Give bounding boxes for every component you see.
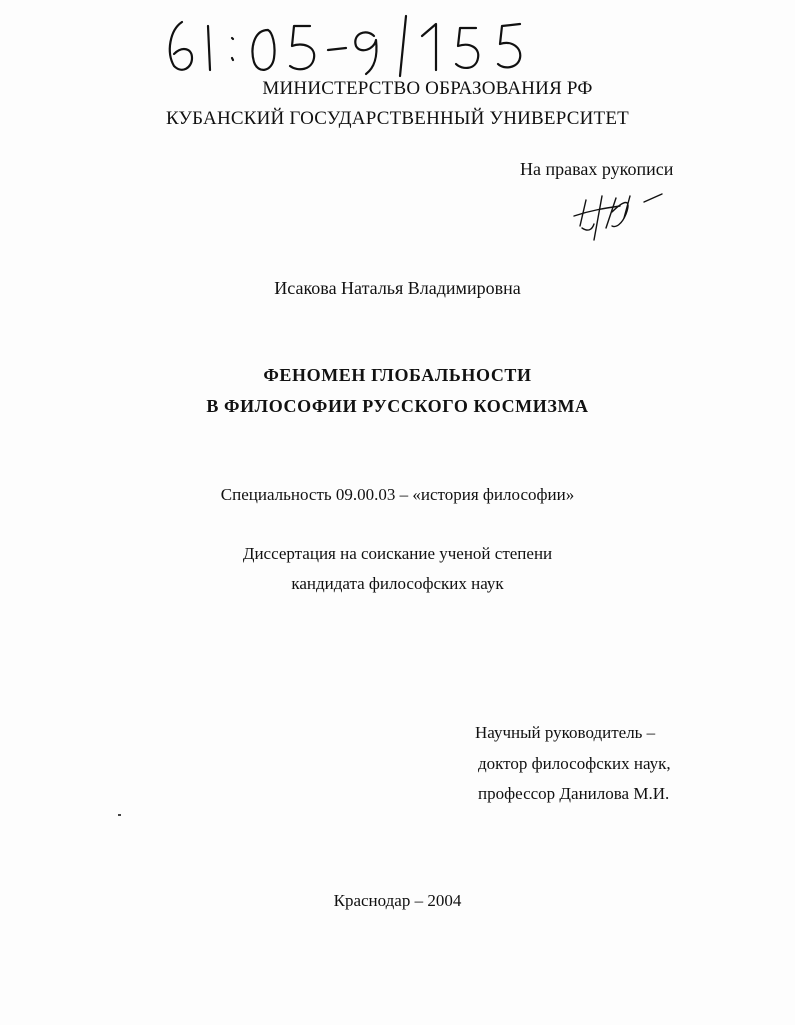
supervisor-line-2: доктор философских наук, xyxy=(478,754,671,773)
university-heading: КУБАНСКИЙ ГОСУДАРСТВЕННЫЙ УНИВЕРСИТЕТ xyxy=(166,108,629,129)
ministry-heading: МИНИСТЕРСТВО ОБРАЗОВАНИЯ РФ xyxy=(262,78,593,99)
handwritten-archive-number xyxy=(160,8,540,78)
supervisor-line-1: Научный руководитель – xyxy=(475,723,656,742)
title-line-1: ФЕНОМЕН ГЛОБАЛЬНОСТИ xyxy=(263,365,532,385)
author-name: Исакова Наталья Владимировна xyxy=(274,278,521,298)
rights-note: На правах рукописи xyxy=(520,159,674,179)
city-year: Краснодар – 2004 xyxy=(333,891,462,910)
signature-mark xyxy=(572,188,667,246)
specialty-line: Специальность 09.00.03 – «история философии» xyxy=(220,485,575,504)
scan-speck xyxy=(118,814,121,816)
title-line-2: В ФИЛОСОФИИ РУССКОГО КОСМИЗМА xyxy=(206,396,589,416)
dissertation-line-2: кандидата философских наук xyxy=(291,574,504,593)
supervisor-line-3: профессор Данилова М.И. xyxy=(478,784,670,803)
dissertation-line-1: Диссертация на соискание ученой степени xyxy=(242,544,553,563)
